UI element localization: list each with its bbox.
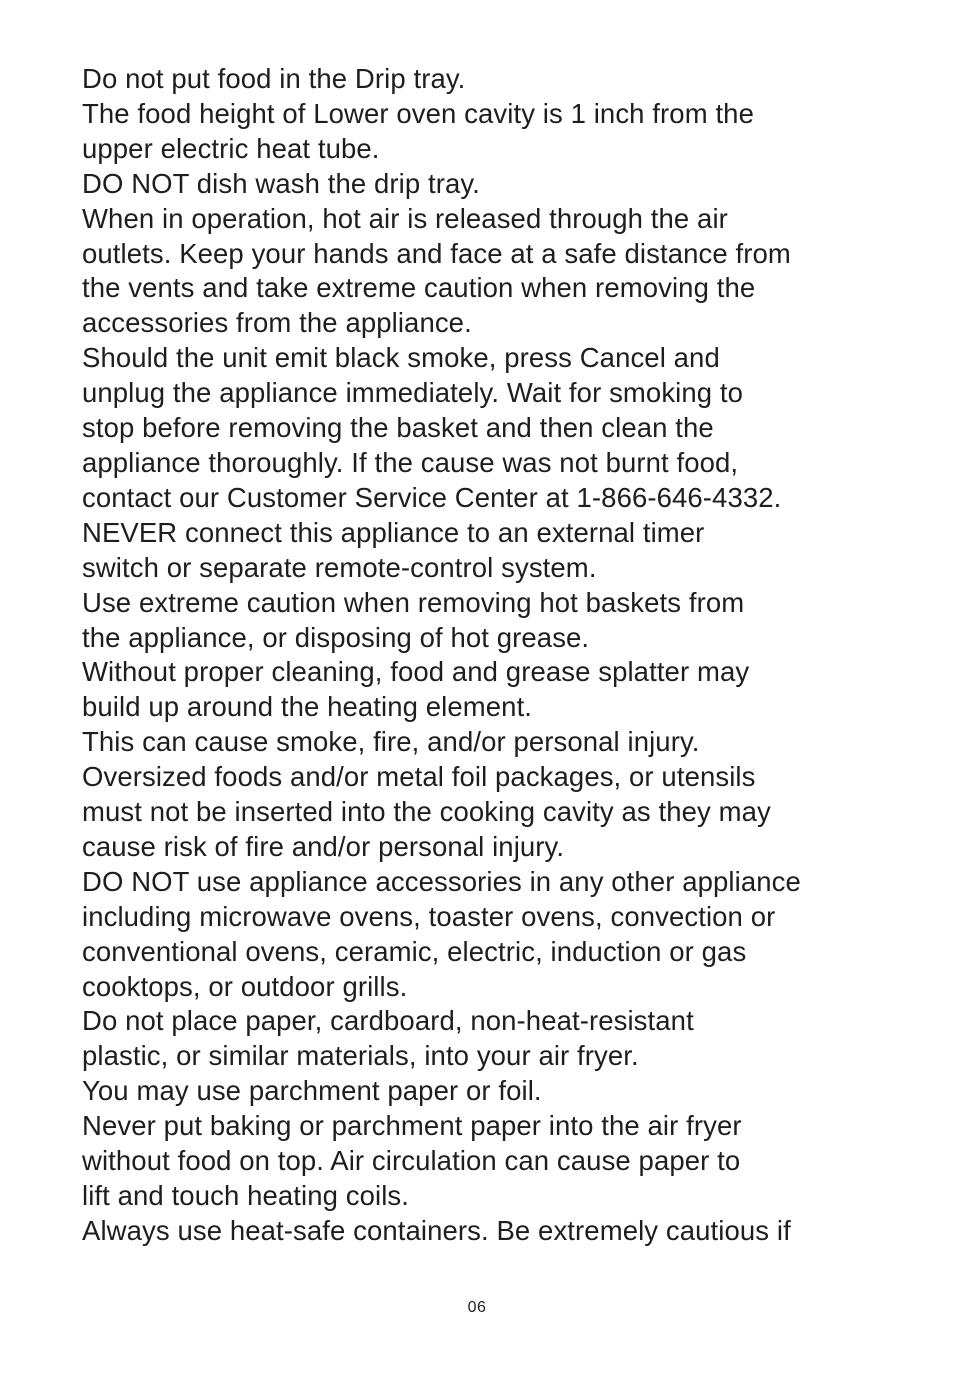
paragraph-hot-air-outlets: When in operation, hot air is released through the air outlets. Keep your hands and face at a safe distance from the vents and take extreme caution when removing the accessories from the appliance. [82,202,791,339]
paragraph-no-dishwash: DO NOT dish wash the drip tray. [82,167,480,199]
paragraph-hot-baskets: Use extreme caution when removing hot baskets from the appliance, or disposing of hot grease. [82,586,745,653]
paragraph-black-smoke: Should the unit emit black smoke, press Cancel and unplug the appliance immediately. Wait for smoking to stop before removing the basket and then clean the appliance thoroughly. If the cause was not burnt food, contact our Customer Service Center at 1-866-646-4332. [82,342,782,513]
paragraph-parchment-ok: You may use parchment paper or foil. [82,1075,542,1107]
paragraph-food-height: The food height of Lower oven cavity is 1 inch from the upper electric heat tube. [82,97,754,164]
paragraph-paper-materials: Do not place paper, cardboard, non-heat-resistant plastic, or similar materials, into your air fryer. [82,1005,694,1072]
paragraph-drip-tray-food: Do not put food in the Drip tray. [82,63,466,94]
page-number: 06 [467,1299,487,1316]
document-body [82,62,902,1249]
paragraph-heat-safe: Always use heat-safe containers. Be extremely cautious if [82,1214,791,1246]
paragraph-external-timer: NEVER connect this appliance to an external timer switch or separate remote-control system. [82,516,705,583]
paragraph-accessories: DO NOT use appliance accessories in any other appliance including microwave ovens, toaster ovens, convection or conventional ovens, ceramic, electric, induction or gas cooktops, or outdoor grills. [82,865,801,1002]
paragraph-cleaning: Without proper cleaning, food and grease splatter may build up around the heating element. [82,656,750,723]
paragraph-parchment-warning: Never put baking or parchment paper into the air fryer without food on top. Air circulation can cause paper to lift and touch heating coils. [82,1110,742,1211]
paragraph-smoke-fire: This can cause smoke, fire, and/or personal injury. [82,726,700,758]
paragraph-oversized-foods: Oversized foods and/or metal foil packages, or utensils must not be inserted into the cooking cavity as they may cause risk of fire and/or personal injury. [82,761,771,862]
